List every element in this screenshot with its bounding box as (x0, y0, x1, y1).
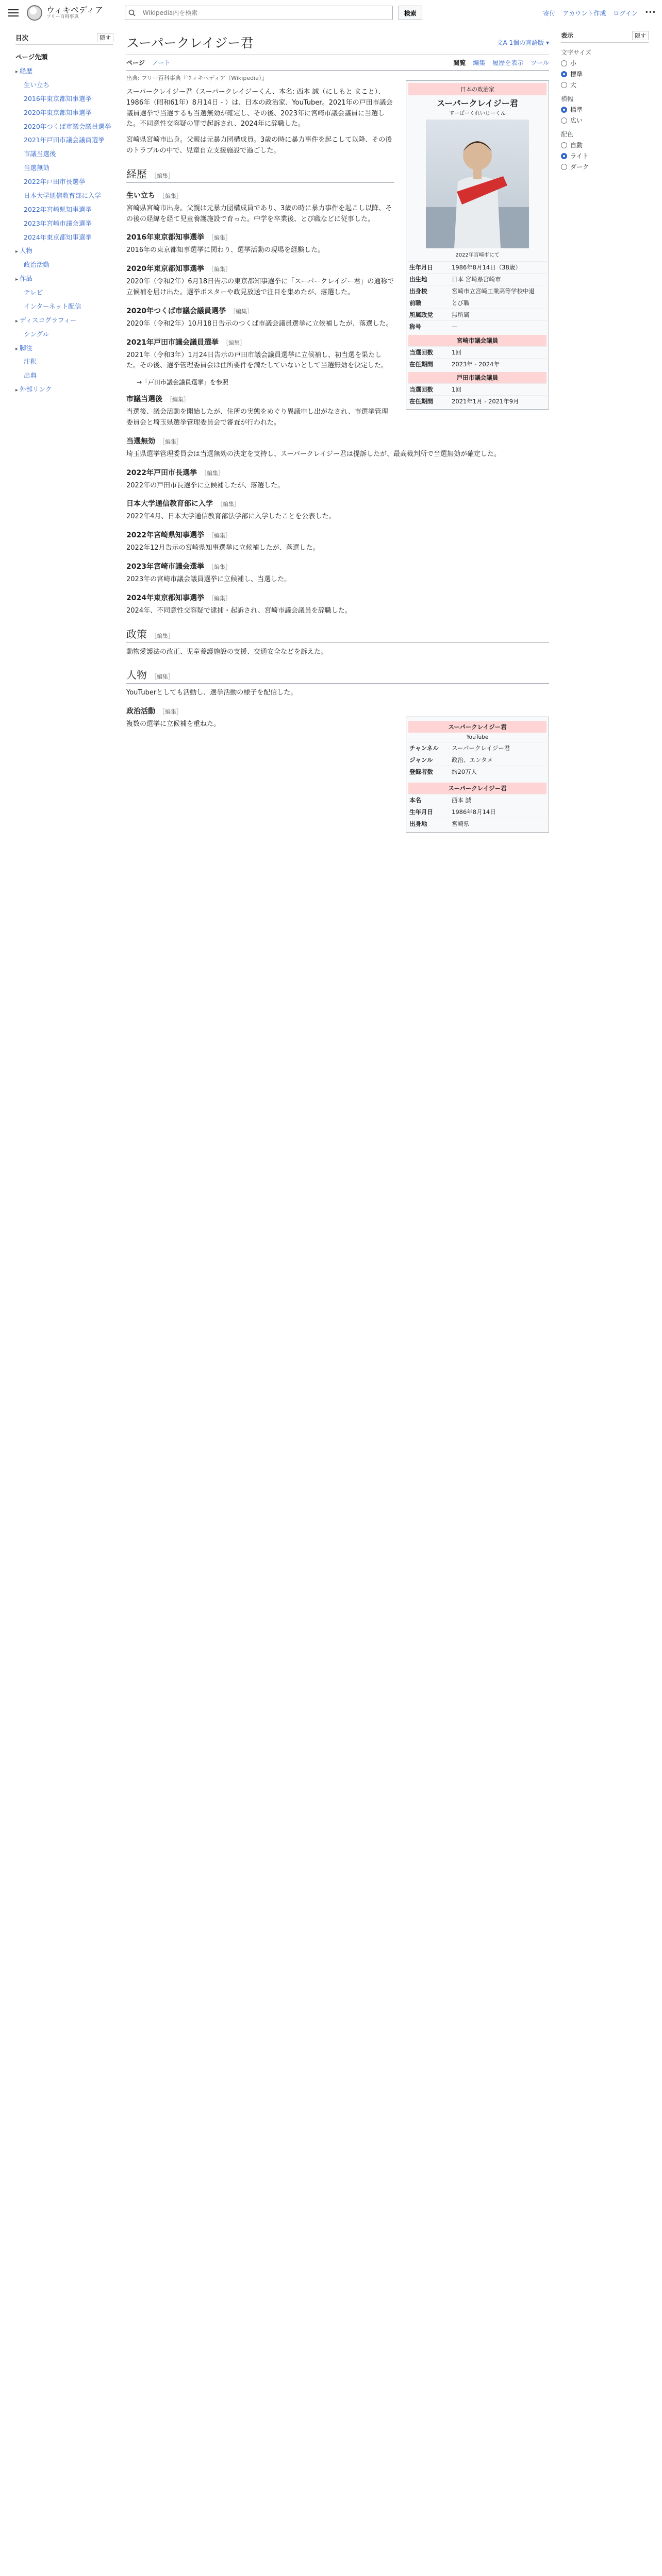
toc-item[interactable] (15, 286, 113, 300)
radio-icon (561, 164, 567, 170)
edit-section-link[interactable]: ［編集］ (208, 595, 231, 602)
toc-item[interactable] (15, 300, 113, 314)
infobox-key: 生年月日 (409, 264, 433, 271)
infobox-row (408, 261, 547, 273)
toc-list (15, 64, 113, 397)
infobox-value: 約20万人 (452, 768, 477, 776)
section-heading (126, 561, 549, 571)
chevron-icon: ▸ (15, 277, 19, 283)
section-title: 政策 (126, 628, 147, 640)
toc-item-label: 人物 (20, 247, 33, 255)
radio-icon (561, 60, 567, 66)
infobox-value: 1回 (452, 348, 461, 356)
translate-icon: 文A (496, 39, 507, 46)
edit-section-link[interactable]: ［編集］ (151, 673, 174, 681)
section-paragraph: 2016年の東京都知事選挙に関わり、選挙活動の現場を経験した。 (126, 246, 325, 255)
intro-paragraph-2: 宮崎県宮崎市出身。父親は元暴力団構成員。3歳の時に暴力事件を起こして以降、その後のトラブルの中で、児童自立支援施設で過ごした。 (126, 136, 392, 155)
section-paragraph: 埼玉県選挙管理委員会は当選無効の決定を支持し、スーパークレイジー君は提訴したが、最高裁判所で当選無効が確定した。 (126, 450, 501, 458)
color-light[interactable]: ライト (561, 151, 649, 160)
toc-item[interactable] (15, 244, 113, 258)
person-illustration (426, 120, 529, 248)
infobox-key: 在任期間 (409, 360, 433, 368)
section-paragraph: 2024年、不同意性交容疑で逮捕・起訴され、宮崎市議会議員を辞職した。 (126, 606, 352, 615)
more-icon[interactable]: ••• (644, 8, 656, 16)
section-title: 2022年宮崎県知事選挙 (126, 531, 204, 540)
toc-item[interactable] (15, 161, 113, 175)
section-title: 政治活動 (126, 707, 155, 716)
page-tabs (126, 58, 549, 71)
edit-section-link[interactable]: ［編集］ (229, 308, 253, 315)
color-dark[interactable]: ダーク (561, 162, 649, 171)
infobox-row (408, 358, 547, 370)
toc-item[interactable] (15, 175, 113, 189)
tab-history[interactable]: 履歴を表示 (492, 59, 524, 66)
infobox-row (408, 273, 547, 285)
toc-item[interactable] (15, 203, 113, 217)
infobox-key: 出身校 (409, 287, 427, 295)
infobox-value: 西本 誠 (452, 796, 472, 804)
toc-item-label: 生い立ち (24, 80, 50, 89)
toc-item[interactable] (15, 64, 113, 78)
infobox-value: 宮崎県 (452, 820, 470, 828)
profile-infobox-rows (408, 794, 547, 829)
tab-page[interactable]: ページ (126, 59, 145, 66)
youtube-infobox (406, 717, 549, 833)
infobox-row (408, 383, 547, 395)
toc-item-label: 日本大学通信教育部に入学 (24, 191, 102, 199)
toc-item-label: 2024年東京都知事選挙 (24, 233, 92, 241)
chevron-down-icon: ▾ (545, 39, 549, 46)
section-heading (126, 530, 549, 540)
infobox-row (408, 766, 547, 777)
tab-edit[interactable]: 編集 (473, 59, 486, 66)
infobox-value: 2021年1月 - 2021年9月 (452, 397, 519, 405)
toc-item[interactable] (15, 383, 113, 397)
infobox-key: 前職 (409, 299, 421, 307)
infobox-key: 称号 (409, 323, 421, 331)
infobox-value: 政治、エンタメ (452, 756, 493, 764)
infobox-key: 所属政党 (409, 311, 433, 319)
toc-item-label: インターネット配信 (24, 302, 81, 310)
infobox-header: 日本の政治家 (408, 83, 547, 95)
edit-section-link[interactable]: ［編集］ (208, 532, 231, 539)
infobox-row (408, 742, 547, 754)
toc-item-label: 当選無効 (24, 164, 50, 172)
radio-icon (561, 82, 567, 88)
tab-read[interactable]: 閲覧 (453, 59, 466, 66)
edit-section-link[interactable]: ［編集］ (151, 172, 174, 179)
infobox-row (408, 818, 547, 829)
edit-section-link[interactable]: ［編集］ (208, 563, 231, 570)
toc-item-label: テレビ (24, 289, 43, 296)
edit-section-link[interactable]: ［編集］ (159, 438, 182, 445)
infobox-key: ジャンル (409, 756, 433, 764)
section-title: 2024年東京都知事選挙 (126, 594, 204, 602)
text-size-small[interactable]: 小 (561, 59, 649, 67)
infobox-value: とび職 (452, 299, 470, 307)
section-title: 人物 (126, 669, 147, 682)
infobox-row (408, 395, 547, 407)
radio-icon (561, 142, 567, 148)
main-menu-button[interactable] (6, 6, 21, 20)
edit-section-link[interactable]: ［編集］ (208, 266, 231, 273)
toc-item[interactable] (15, 369, 113, 383)
section-title: 経歴 (126, 167, 147, 180)
edit-section-link[interactable]: ［編集］ (159, 192, 182, 199)
infobox-value: 宮崎市立宮崎工業高等学校中退 (452, 287, 535, 295)
toc-item[interactable] (15, 133, 113, 147)
infobox-name: スーパークレイジー君 (437, 98, 518, 108)
infobox-band-miyazaki: 宮崎市議会議員 (408, 335, 547, 346)
toc-item[interactable] (15, 342, 113, 355)
toc-item[interactable] (15, 147, 113, 161)
radio-selected-icon (561, 107, 567, 113)
section-paragraph: 動物愛護法の改正、児童養護施設の支援、交通安全などを訴えた。 (126, 648, 328, 656)
infobox-row (408, 806, 547, 818)
section-heading (126, 436, 549, 446)
infobox-key: 出身地 (409, 820, 427, 828)
language-button[interactable]: 文A 1個の言語版 ▾ (496, 39, 549, 46)
section-title: 市議当選後 (126, 395, 162, 404)
section-paragraph: 宮崎県宮崎市出身。父親は元暴力団構成員であり、3歳の時に暴力事件を起こし以降、その後の経緯を経て児童養護施設で育った。中学を卒業後、とび職などに従事した。 (126, 204, 392, 223)
page-title: スーパークレイジー君 文A 1個の言語版 ▾ (126, 33, 549, 55)
infobox-rows-2 (408, 346, 547, 370)
text-size-label: 文字サイズ (561, 49, 592, 56)
infobox-row (408, 754, 547, 766)
toc-header: 目次 隠す (15, 31, 113, 45)
toc-item[interactable] (15, 120, 113, 134)
toc-hide-button[interactable]: 隠す (97, 33, 113, 42)
toc-item[interactable] (15, 258, 113, 272)
tab-tools[interactable]: ツール (531, 59, 549, 66)
toc-top-link[interactable]: ページ先頭 (15, 53, 48, 61)
infobox-value: 1986年8月14日 (452, 808, 496, 816)
toc-item-label: 外部リンク (20, 385, 52, 394)
color-label: 配色 (561, 131, 574, 138)
hatnote: →「戸田市議会議員選挙」を参照 (137, 379, 229, 386)
toc-item-label: 2021年戸田市議会議員選挙 (24, 136, 105, 144)
toc-item-label: 2023年宮崎市議会選挙 (24, 219, 92, 227)
toc-item[interactable] (15, 106, 113, 120)
appearance-sidebar (561, 31, 649, 173)
appearance-hide-button[interactable]: 隠す (632, 31, 649, 40)
infobox-romaji: すーぱーくれいじーくん (449, 111, 506, 116)
section-paragraph: 2023年の宮崎市議会議員選挙に立候補し、当選した。 (126, 575, 291, 583)
search-button[interactable]: 検索 (399, 6, 422, 20)
globe-icon (27, 5, 42, 21)
site-header (0, 0, 662, 26)
infobox-value: 日本 宮崎県宮崎市 (452, 276, 501, 283)
infobox-row (408, 320, 547, 332)
radio-selected-icon (561, 153, 567, 159)
toc-item-label: 脚注 (20, 344, 33, 352)
infobox-key: 生年月日 (409, 808, 433, 816)
toc-item-label: 経歴 (20, 67, 33, 75)
width-label: 横幅 (561, 95, 574, 103)
section-paragraph: 2021年（令和3年）1月24日告示の戸田市議会議員選挙に立候補し、初当選を果たした。その後、選挙管理委員会は住所要件を満たしていないとして当選無効を決定した。 (126, 351, 388, 370)
search-input[interactable] (139, 6, 392, 20)
toc-item[interactable] (15, 314, 113, 328)
youtube-infobox-band: スーパークレイジー君 (408, 721, 547, 733)
toc-item[interactable] (15, 355, 113, 369)
infobox-row (408, 794, 547, 806)
section-paragraph: 2022年12月告示の宮崎県知事選挙に立候補したが、落選した。 (126, 544, 320, 552)
section-paragraph: 2020年（令和2年）6月18日告示の東京都知事選挙に「スーパークレイジー君」の通称で立候補を届け出た。選挙ポスターや政見放送で注目を集めたが、落選した。 (126, 278, 394, 296)
section-heading (126, 166, 394, 183)
user-links (543, 9, 656, 18)
radio-selected-icon (561, 71, 567, 77)
infobox-row (408, 309, 547, 320)
toc-item-label: ディスコグラフィー (20, 316, 77, 324)
chevron-icon: ▸ (15, 69, 19, 75)
tab-talk[interactable]: ノート (152, 59, 171, 66)
infobox-key: 当選回数 (409, 385, 433, 393)
text-size-large[interactable]: 大 (561, 80, 649, 89)
infobox-band-toda: 戸田市議会議員 (408, 372, 547, 383)
infobox-value: 1986年8月14日（38歳） (452, 264, 521, 271)
article-source-note: 出典: フリー百科事典『ウィキペディア（Wikipedia）』 (126, 75, 268, 81)
chevron-icon: ▸ (15, 346, 19, 352)
section-paragraph: 2022年の戸田市長選挙に立候補したが、落選した。 (126, 481, 285, 489)
portrait-photo[interactable] (426, 120, 529, 248)
section-heading (126, 467, 549, 478)
section-title: 2020年東京都知事選挙 (126, 265, 204, 274)
site-subtitle: フリー百科事典 (46, 14, 79, 20)
youtube-infobox-sub: YouTube (466, 734, 489, 740)
toc-item[interactable] (15, 272, 113, 286)
edit-section-link[interactable]: ［編集］ (222, 339, 245, 346)
edit-section-link[interactable]: ［編集］ (159, 708, 182, 716)
donate-link[interactable]: 寄付 (543, 9, 556, 17)
color-auto[interactable]: 自動 (561, 141, 649, 149)
wikipedia-logo[interactable] (27, 5, 103, 21)
infobox-value: 1回 (452, 385, 461, 393)
edit-section-link[interactable]: ［編集］ (167, 396, 189, 403)
section-paragraph: YouTuberとしても活動し、選挙活動の様子を配信した。 (126, 689, 297, 697)
profile-infobox-band: スーパークレイジー君 (408, 783, 547, 794)
infobox-key: 在任期間 (409, 397, 433, 405)
login-link[interactable]: ログイン (613, 9, 638, 17)
search-bar (125, 6, 393, 20)
section-heading (126, 626, 549, 643)
section-heading (126, 667, 549, 684)
section-heading (126, 706, 549, 716)
infobox-key: 出生地 (409, 276, 427, 283)
create-account-link[interactable]: アカウント作成 (562, 9, 606, 17)
toc-item[interactable] (15, 217, 113, 231)
toc-item-label: 注釈 (24, 358, 37, 366)
section-title: 生い立ち (126, 191, 155, 200)
hamburger-icon (8, 9, 19, 17)
infobox-value: — (452, 323, 458, 331)
toc-item-label: 2022年宮崎県知事選挙 (24, 205, 92, 213)
intro-paragraph: スーパークレイジー君（スーパークレイジーくん、本名: 西本 誠（にしもと まこと）、1986年（昭和61年）8月14日 - ）は、日本の政治家、YouTuber。2021年の戸田市議会議員選挙で当選するも当選無効が確定し、その後、2023年に宮崎市議会議員に当選した。不同意性交容疑の罪で起訴され、2024年に辞職した。 (126, 88, 393, 128)
infobox-row (408, 346, 547, 358)
section-title: 当選無効 (126, 437, 155, 446)
youtube-infobox-rows (408, 742, 547, 777)
radio-icon (561, 117, 567, 124)
edit-section-link[interactable]: ［編集］ (217, 501, 240, 508)
section-heading (126, 592, 549, 603)
infobox-key: チャンネル (409, 744, 439, 752)
section-title: 2022年戸田市長選挙 (126, 468, 197, 477)
site-title: ウィキペディア (46, 5, 103, 15)
edit-section-link[interactable]: ［編集］ (201, 469, 224, 477)
toc-item[interactable] (15, 328, 113, 342)
section-heading (126, 498, 549, 509)
section-paragraph: 2020年（令和2年）10月18日告示のつくば市議会議員選挙に立候補したが、落選した。 (126, 319, 393, 328)
toc-sidebar (15, 31, 113, 397)
infobox-rows-3 (408, 383, 547, 407)
infobox (406, 80, 549, 410)
text-size-standard[interactable]: 標準 (561, 70, 649, 78)
section-paragraph: 当選後、議会活動を開始したが、住所の実態をめぐり異議申し出がなされ、市選挙管理委員会と埼玉県選挙管理委員会で審査が行われた。 (126, 408, 388, 427)
toc-item-label: 2022年戸田市長選挙 (24, 178, 86, 185)
chevron-icon: ▸ (15, 387, 19, 394)
toc-item-label: 2020年つくば市議会議員選挙 (24, 122, 111, 130)
infobox-rows (408, 261, 547, 333)
toc-item-label: 市議当選後 (24, 150, 56, 158)
toc-item-label: 2020年東京都知事選挙 (24, 108, 92, 116)
edit-section-link[interactable]: ［編集］ (208, 234, 231, 242)
infobox-caption: 2022年宮崎市にて (455, 252, 500, 258)
edit-section-link[interactable]: ［編集］ (151, 632, 174, 639)
toc-item-label: シングル (24, 330, 49, 338)
toc-item-label: 作品 (20, 275, 33, 283)
toc-item-label: 出典 (24, 371, 37, 380)
toc-item[interactable] (15, 231, 113, 245)
infobox-row (408, 297, 547, 309)
section-paragraph: 複数の選挙に立候補を重ねた。 (126, 720, 221, 728)
width-wide[interactable]: 広い (561, 116, 649, 125)
appearance-header: 表示 隠す (561, 31, 649, 43)
chevron-icon: ▸ (15, 249, 19, 255)
section-title: 2020年つくば市議会議員選挙 (126, 307, 226, 315)
toc-item[interactable] (15, 189, 113, 203)
section-title: 日本大学通信教育部に入学 (126, 500, 213, 509)
section-title: 2016年東京都知事選挙 (126, 233, 204, 242)
infobox-value: スーパークレイジー君 (452, 744, 510, 752)
width-standard[interactable]: 標準 (561, 105, 649, 114)
infobox-value: 無所属 (452, 311, 470, 319)
toc-item[interactable] (15, 78, 113, 92)
section-title: 2023年宮崎市議会選挙 (126, 562, 204, 571)
toc-item-label: 2016年東京都知事選挙 (24, 94, 92, 103)
infobox-key: 登録者数 (409, 768, 433, 776)
chevron-icon: ▸ (15, 318, 19, 324)
section-title: 2021年戸田市議会議員選挙 (126, 338, 219, 347)
infobox-key: 当選回数 (409, 348, 433, 356)
section-paragraph: 2022年4月、日本大学通信教育部法学部に入学したことを公表した。 (126, 513, 336, 521)
infobox-key: 本名 (409, 796, 421, 804)
infobox-row (408, 285, 547, 297)
search-icon (125, 9, 139, 16)
toc-item[interactable] (15, 92, 113, 106)
infobox-value: 2023年 - 2024年 (452, 360, 500, 368)
main-content (126, 29, 549, 828)
toc-item-label: 政治活動 (24, 261, 50, 269)
